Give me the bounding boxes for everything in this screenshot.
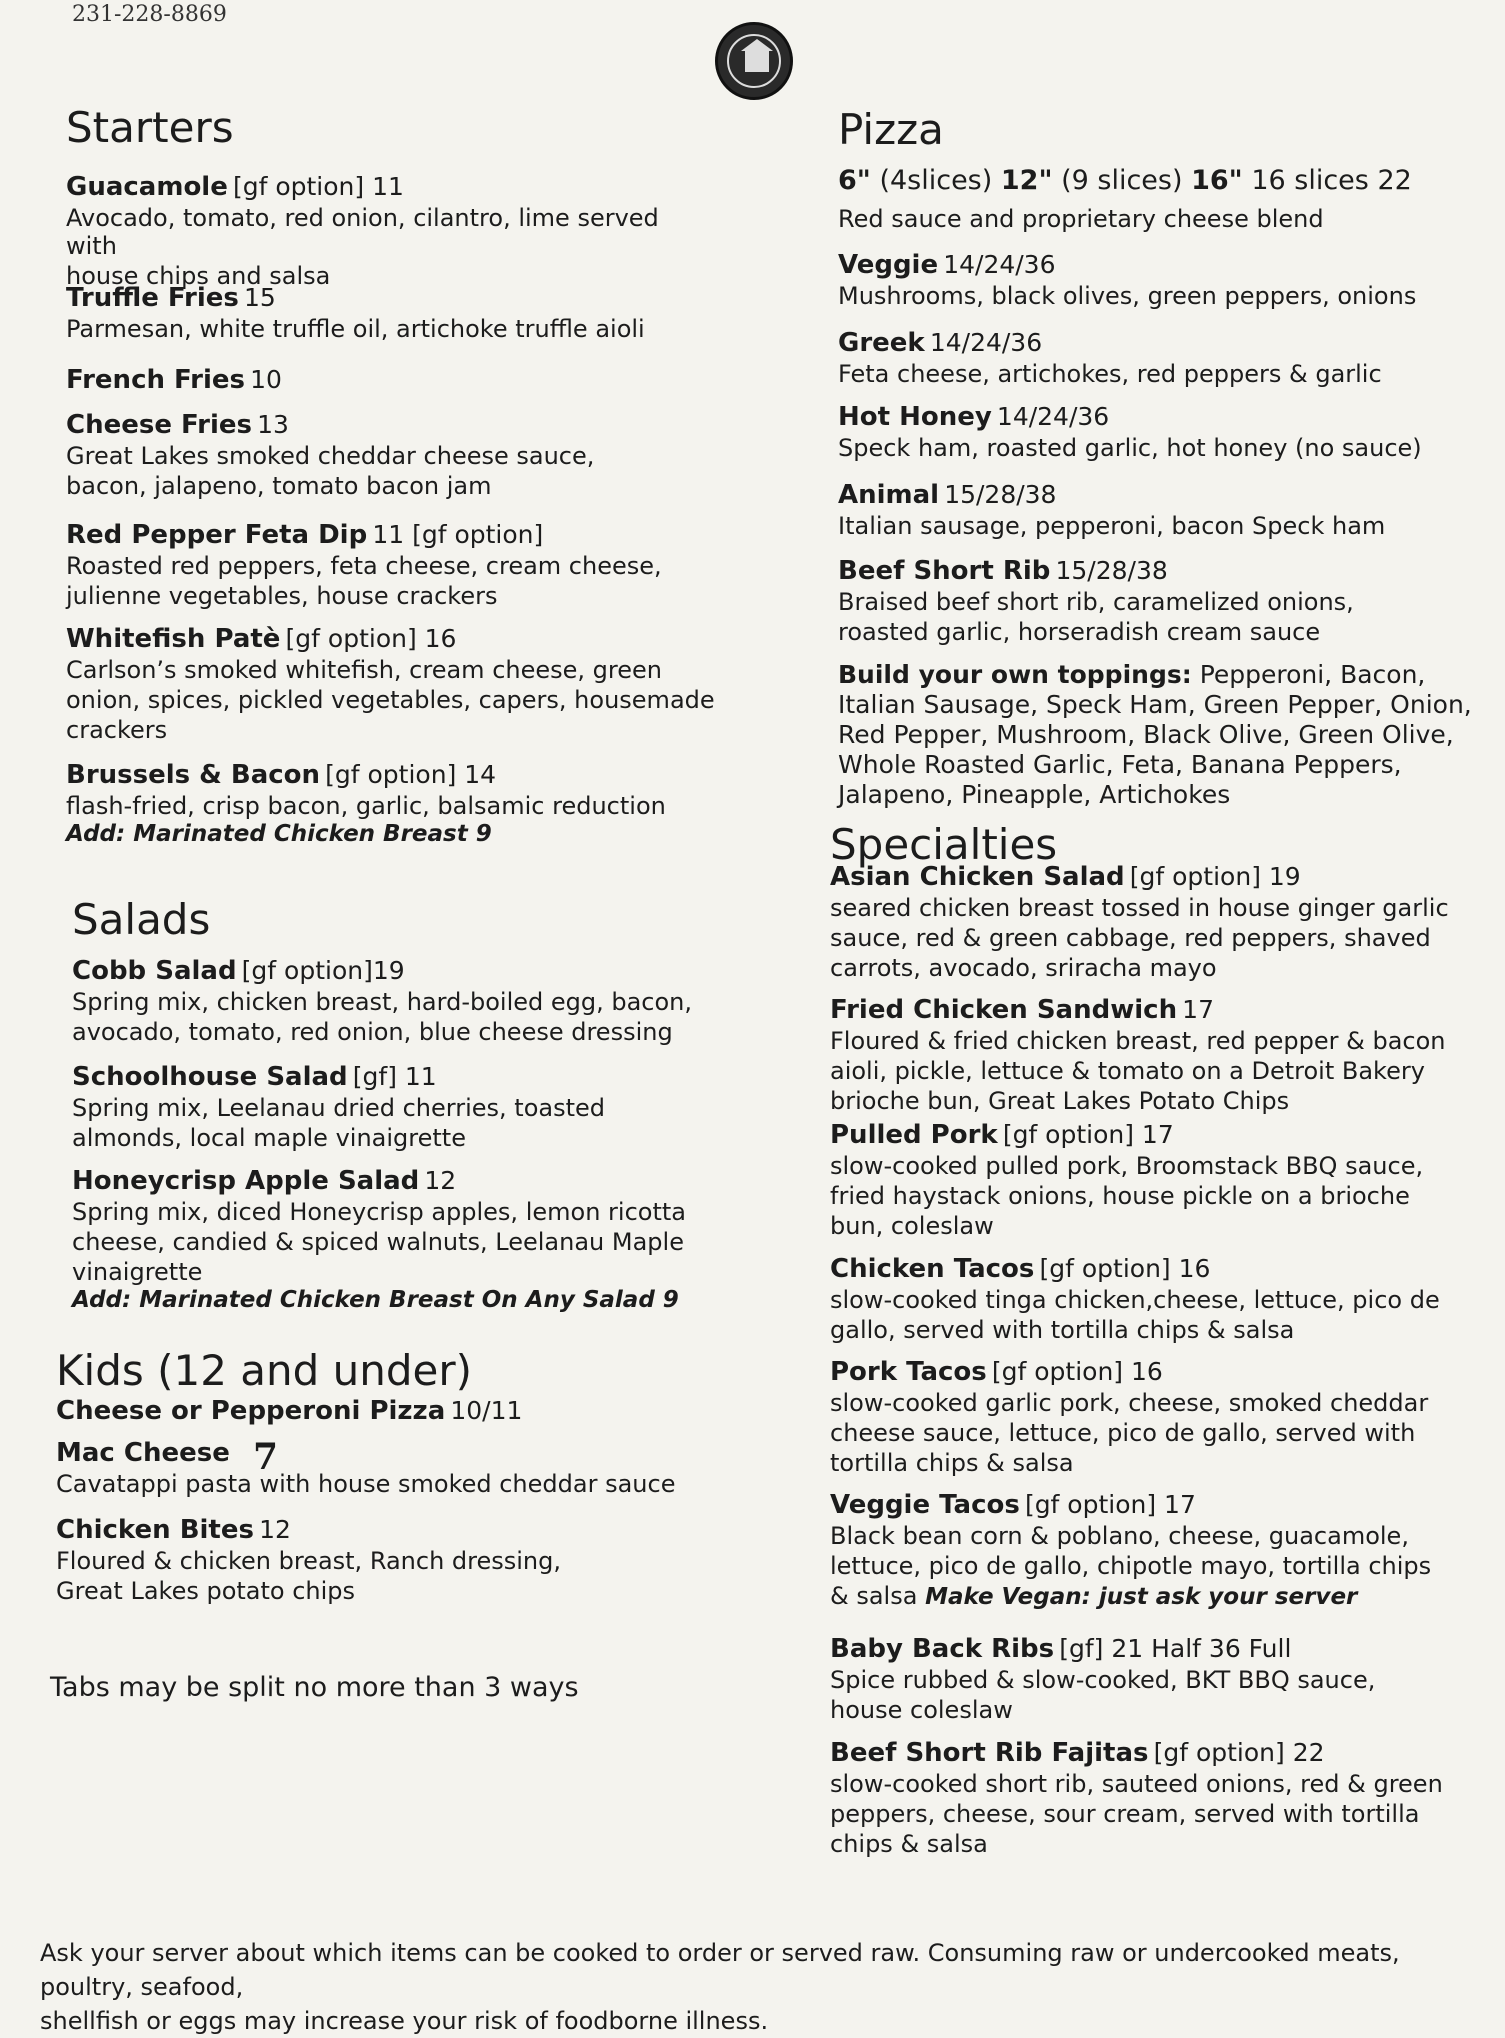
menu-item-name: Fried Chicken Sandwich bbox=[830, 995, 1178, 1025]
menu-item-price: 14/24/36 bbox=[943, 250, 1056, 279]
menu-item-name: Pork Tacos bbox=[830, 1357, 987, 1387]
menu-item bbox=[66, 520, 716, 610]
menu-item-price: 12 bbox=[259, 1515, 291, 1544]
menu-item-description: cheese sauce, lettuce, pico de gallo, served with bbox=[830, 1419, 1416, 1447]
menu-item bbox=[72, 1062, 722, 1152]
menu-item-price: [gf option]19 bbox=[241, 956, 405, 985]
menu-item-header bbox=[830, 1254, 1480, 1284]
menu-item-header bbox=[838, 480, 1488, 510]
menu-item-header bbox=[830, 1634, 1480, 1664]
pizza-size-s3: 16" bbox=[1191, 165, 1243, 196]
menu-item-header bbox=[830, 995, 1480, 1025]
menu-item-description: carrots, avocado, sriracha mayo bbox=[830, 954, 1217, 982]
menu-item-addon: Add: Marinated Chicken Breast 9 bbox=[66, 821, 492, 847]
menu-item-header bbox=[830, 1120, 1480, 1150]
menu-item-price: [gf option] 16 bbox=[1039, 1254, 1211, 1283]
pizza-size-s3t: 16 slices 22 bbox=[1242, 165, 1412, 196]
menu-item-header bbox=[72, 956, 722, 986]
menu-item-header bbox=[830, 1490, 1480, 1520]
menu-item-description: vinaigrette bbox=[72, 1258, 203, 1286]
menu-item-name: Asian Chicken Salad bbox=[830, 862, 1125, 892]
menu-item-header bbox=[66, 760, 716, 790]
menu-item-price: 13 bbox=[257, 410, 289, 439]
pizza-size-s1t: (4slices) bbox=[870, 165, 1001, 196]
menu-item-price: [gf option] 22 bbox=[1153, 1738, 1325, 1767]
menu-item-description: Great Lakes smoked cheddar cheese sauce, bbox=[66, 442, 595, 470]
specialties-section-title: Specialties bbox=[830, 820, 1058, 869]
tabs-note: Tabs may be split no more than 3 ways bbox=[50, 1672, 579, 1703]
menu-item-name: Cobb Salad bbox=[72, 956, 237, 986]
menu-item-name: Beef Short Rib Fajitas bbox=[830, 1738, 1149, 1768]
phone-number: 231-228-8869 bbox=[72, 2, 227, 27]
menu-item-description: brioche bun, Great Lakes Potato Chips bbox=[830, 1087, 1290, 1115]
menu-item-name: Chicken Tacos bbox=[830, 1254, 1035, 1284]
menu-item-price: [gf option] 16 bbox=[991, 1357, 1163, 1386]
menu-item-header bbox=[56, 1396, 706, 1426]
menu-item bbox=[66, 365, 716, 395]
menu-item bbox=[830, 862, 1480, 982]
menu-item-name: Pulled Pork bbox=[830, 1120, 998, 1150]
toppings-label: Build your own toppings: bbox=[838, 660, 1192, 689]
menu-item-header bbox=[66, 624, 716, 654]
build-your-own-toppings bbox=[838, 660, 1505, 810]
menu-item-name: Beef Short Rib bbox=[838, 556, 1051, 586]
menu-item-description: seared chicken breast tossed in house ginger garlic bbox=[830, 894, 1449, 922]
menu-item-name: Baby Back Ribs bbox=[830, 1634, 1055, 1664]
menu-item-description: Spring mix, diced Honeycrisp apples, lemon ricotta bbox=[72, 1198, 686, 1226]
menu-item-header bbox=[66, 365, 716, 395]
footer-line: Ask your server about which items can be cooked to order or served raw. Consuming raw or undercooked meats, poultry, seafood, bbox=[40, 1939, 1400, 2001]
menu-item bbox=[56, 1438, 706, 1498]
menu-item-description: house chips and salsa bbox=[66, 262, 331, 290]
toppings-line: Jalapeno, Pineapple, Artichokes bbox=[838, 780, 1231, 809]
menu-item-description: slow-cooked garlic pork, cheese, smoked cheddar bbox=[830, 1389, 1429, 1417]
allergen-footer bbox=[40, 1936, 1500, 2038]
menu-item-description: Avocado, tomato, red onion, cilantro, lime served with bbox=[66, 204, 659, 260]
menu-item-header bbox=[830, 862, 1480, 892]
menu-item-description: julienne vegetables, house crackers bbox=[66, 582, 498, 610]
menu-item-description: lettuce, pico de gallo, chipotle mayo, tortilla chips bbox=[830, 1552, 1432, 1580]
menu-item bbox=[66, 624, 716, 744]
menu-item-name: Whitefish Patè bbox=[66, 624, 281, 654]
menu-item-header bbox=[72, 1062, 722, 1092]
menu-item-price: [gf] 11 bbox=[352, 1062, 437, 1091]
menu-item-description: Braised beef short rib, caramelized onions, bbox=[838, 588, 1354, 616]
menu-item-description: slow-cooked pulled pork, Broomstack BBQ sauce, bbox=[830, 1152, 1424, 1180]
menu-item-description: sauce, red & green cabbage, red peppers, shaved bbox=[830, 924, 1431, 952]
menu-item-price: [gf option] 17 bbox=[1024, 1490, 1196, 1519]
toppings-list: Pepperoni, Bacon, bbox=[1199, 660, 1426, 689]
menu-item-description: Parmesan, white truffle oil, artichoke truffle aioli bbox=[66, 315, 645, 343]
menu-item-description: tortilla chips & salsa bbox=[830, 1449, 1074, 1477]
menu-item-name: Guacamole bbox=[66, 172, 228, 202]
menu-item-description: Spring mix, chicken breast, hard-boiled egg, bacon, bbox=[72, 988, 693, 1016]
menu-item-description: Great Lakes potato chips bbox=[56, 1577, 356, 1605]
menu-item-description: bun, coleslaw bbox=[830, 1212, 994, 1240]
menu-item-description: house coleslaw bbox=[830, 1696, 1013, 1724]
menu-item-price: [gf option] 11 bbox=[232, 172, 404, 201]
menu-item-price: 14/24/36 bbox=[929, 328, 1043, 357]
menu-item-description: avocado, tomato, red onion, blue cheese dressing bbox=[72, 1018, 673, 1046]
menu-item-description: roasted garlic, horseradish cream sauce bbox=[838, 618, 1321, 646]
menu-item-price: 17 bbox=[1182, 995, 1214, 1024]
pizza-item bbox=[838, 480, 1488, 540]
broomstack-logo-icon bbox=[715, 22, 793, 100]
menu-item bbox=[56, 1396, 706, 1426]
menu-item-description: slow-cooked short rib, sauteed onions, red & green bbox=[830, 1770, 1443, 1798]
menu-item-name: Cheese or Pepperoni Pizza bbox=[56, 1396, 446, 1426]
menu-item bbox=[830, 1120, 1480, 1240]
menu-item-price: [gf option] 16 bbox=[285, 624, 457, 653]
menu-item-header bbox=[56, 1438, 706, 1468]
menu-item-description: Roasted red peppers, feta cheese, cream cheese, bbox=[66, 552, 662, 580]
menu-item bbox=[830, 1254, 1480, 1344]
menu-item bbox=[56, 1515, 706, 1605]
menu-item-name: French Fries bbox=[66, 365, 245, 395]
kids-section-title: Kids (12 and under) bbox=[56, 1346, 473, 1395]
menu-item-header bbox=[66, 283, 716, 313]
menu-item bbox=[66, 172, 716, 290]
menu-item-price: 11 [gf option] bbox=[372, 520, 544, 549]
menu-item-header bbox=[66, 172, 716, 202]
pizza-size-s1: 6" bbox=[838, 165, 871, 196]
pizza-item bbox=[838, 556, 1488, 646]
menu-item bbox=[830, 1738, 1480, 1858]
menu-item-description: onion, spices, pickled vegetables, capers, housemade bbox=[66, 686, 715, 714]
salads-section-title: Salads bbox=[72, 895, 211, 944]
menu-item-price: 15 bbox=[243, 283, 276, 312]
menu-item-description: Cavatappi pasta with house smoked cheddar sauce bbox=[56, 1470, 676, 1498]
menu-item-header bbox=[66, 520, 716, 550]
menu-item-name: Brussels & Bacon bbox=[66, 760, 321, 790]
menu-item-header bbox=[838, 556, 1488, 586]
pizza-section-title: Pizza bbox=[838, 105, 944, 154]
menu-item bbox=[72, 1166, 722, 1314]
starters-section-title: Starters bbox=[66, 103, 234, 152]
menu-item-price: 15/28/38 bbox=[1055, 556, 1168, 585]
menu-item-description: Speck ham, roasted garlic, hot honey (no sauce) bbox=[838, 434, 1422, 462]
menu-item-header bbox=[830, 1357, 1480, 1387]
menu-item-header bbox=[838, 250, 1488, 280]
menu-item-price: 14/24/36 bbox=[996, 402, 1110, 431]
menu-item-description: flash-fried, crisp bacon, garlic, balsamic reduction bbox=[66, 792, 666, 820]
pizza-item bbox=[838, 250, 1488, 310]
menu-item-description: Floured & chicken breast, Ranch dressing, bbox=[56, 1547, 562, 1575]
menu-item-price: 10 bbox=[250, 365, 282, 394]
menu-item-name: Animal bbox=[838, 480, 940, 510]
toppings-line: Red Pepper, Mushroom, Black Olive, Green Olive, bbox=[838, 720, 1454, 749]
menu-item bbox=[830, 1357, 1480, 1477]
menu-item-description: gallo, served with tortilla chips & salsa bbox=[830, 1316, 1295, 1344]
menu-item-description: Spring mix, Leelanau dried cherries, toasted bbox=[72, 1094, 605, 1122]
menu-item-description: chips & salsa bbox=[830, 1830, 988, 1858]
menu-item-name: Honeycrisp Apple Salad bbox=[72, 1166, 420, 1196]
menu-item-addon: Add: Marinated Chicken Breast On Any Salad 9 bbox=[72, 1287, 679, 1313]
menu-item-header bbox=[56, 1515, 706, 1545]
pizza-size-s2t: (9 slices) bbox=[1052, 165, 1192, 196]
pizza-size-s2: 12" bbox=[1000, 165, 1053, 196]
footer-line: shellfish or eggs may increase your risk of foodborne illness. bbox=[40, 2007, 769, 2035]
menu-item-description: Mushrooms, black olives, green peppers, onions bbox=[838, 282, 1417, 310]
handwritten-price: 7 bbox=[253, 1436, 279, 1478]
menu-item bbox=[66, 283, 716, 343]
toppings-line: Whole Roasted Garlic, Feta, Banana Peppers, bbox=[838, 750, 1402, 779]
menu-item-header bbox=[72, 1166, 722, 1196]
toppings-line bbox=[838, 660, 1505, 690]
menu-item-name: Truffle Fries bbox=[66, 283, 239, 313]
pizza-item bbox=[838, 328, 1488, 388]
menu-item-description: almonds, local maple vinaigrette bbox=[72, 1124, 466, 1152]
menu-item-description: crackers bbox=[66, 716, 168, 744]
menu-item-price: [gf option] 17 bbox=[1002, 1120, 1174, 1149]
menu-item-price: 10/11 bbox=[450, 1396, 523, 1425]
menu-item-description: Spice rubbed & slow-cooked, BKT BBQ sauce, bbox=[830, 1666, 1376, 1694]
menu-item-name: Greek bbox=[838, 328, 925, 358]
menu-item-price: [gf option] 19 bbox=[1129, 862, 1301, 891]
vegan-note: Make Vegan: just ask your server bbox=[925, 1584, 1358, 1610]
menu-item-price: 15/28/38 bbox=[944, 480, 1057, 509]
menu-item-description bbox=[830, 1582, 1480, 1611]
menu-item-name: Chicken Bites bbox=[56, 1515, 254, 1545]
menu-item bbox=[830, 1490, 1480, 1611]
menu-item-name: Veggie Tacos bbox=[830, 1490, 1020, 1520]
menu-item-description: Feta cheese, artichokes, red peppers & garlic bbox=[838, 360, 1382, 388]
menu-item-description: peppers, cheese, sour cream, served with tortilla bbox=[830, 1800, 1420, 1828]
menu-item bbox=[830, 1634, 1480, 1724]
menu-item-description: aioli, pickle, lettuce & tomato on a Detroit Bakery bbox=[830, 1057, 1425, 1085]
menu-item-name: Hot Honey bbox=[838, 402, 992, 432]
pizza-sizes bbox=[838, 165, 1412, 196]
menu-item-price: [gf option] 14 bbox=[325, 760, 497, 789]
menu-item-description: Carlson’s smoked whitefish, cream cheese, green bbox=[66, 656, 662, 684]
menu-item-header bbox=[830, 1738, 1480, 1768]
menu-item-price: [gf] 21 Half 36 Full bbox=[1059, 1634, 1292, 1663]
toppings-line: Italian Sausage, Speck Ham, Green Pepper, Onion, bbox=[838, 690, 1472, 719]
menu-item bbox=[66, 760, 716, 848]
menu-item-name: Red Pepper Feta Dip bbox=[66, 520, 368, 550]
menu-item-description: Floured & fried chicken breast, red pepper & bacon bbox=[830, 1027, 1446, 1055]
menu-item-name: Cheese Fries bbox=[66, 410, 252, 440]
menu-item-description: fried haystack onions, house pickle on a brioche bbox=[830, 1182, 1410, 1210]
menu-item bbox=[72, 956, 722, 1046]
menu-item-name: Schoolhouse Salad bbox=[72, 1062, 348, 1092]
menu-item-description: Italian sausage, pepperoni, bacon Speck ham bbox=[838, 512, 1386, 540]
pizza-item bbox=[838, 402, 1488, 462]
menu-item-header bbox=[838, 328, 1488, 358]
menu-item-description: bacon, jalapeno, tomato bacon jam bbox=[66, 472, 492, 500]
menu-item-description: Black bean corn & poblano, cheese, guacamole, bbox=[830, 1522, 1409, 1550]
menu-item-description-tail: & salsa bbox=[830, 1582, 926, 1610]
menu-item-header bbox=[838, 402, 1488, 432]
menu-item-description: slow-cooked tinga chicken,cheese, lettuce, pico de bbox=[830, 1286, 1440, 1314]
menu-item bbox=[66, 410, 716, 500]
menu-item-price: 12 bbox=[424, 1166, 457, 1195]
menu-item bbox=[830, 995, 1480, 1115]
pizza-subtitle: Red sauce and proprietary cheese blend bbox=[838, 205, 1324, 233]
menu-item-description: cheese, candied & spiced walnuts, Leelanau Maple bbox=[72, 1228, 684, 1256]
menu-item-name: Veggie bbox=[838, 250, 939, 280]
menu-item-name: Mac Cheese bbox=[56, 1438, 230, 1468]
menu-item-header bbox=[66, 410, 716, 440]
